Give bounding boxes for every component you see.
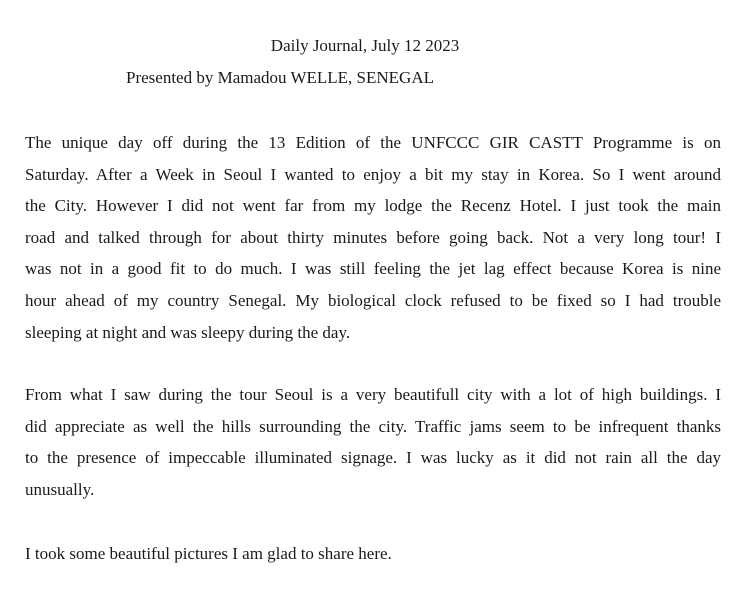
author-byline: Presented by Mamadou WELLE, SENEGAL [126,68,434,87]
text-line: I took some beautiful pictures I am glad to share here. [25,544,392,563]
paragraph-day-off [25,127,721,348]
document-title: Daily Journal, July 12 2023 [270,36,460,55]
text-line: Saturday. After a Week in Seoul I wanted to enjoy a bit my stay in Korea. So I went around [25,164,721,184]
text-line: to the presence of impeccable illuminated signage. I was lucky as it did not rain all the day [25,448,721,468]
text-line: was not in a good fit to do much. I was still feeling the jet lag effect because Korea is nine [25,259,721,279]
paragraph-pictures [25,538,721,570]
text-line: From what I saw during the tour Seoul is a very beautifull city with a lot of high buildings. I [25,385,721,404]
text-line: road and talked through for about thirty minutes before going back. Not a very long tour! I [25,227,721,247]
paragraph-seoul-tour [25,379,721,505]
text-line: hour ahead of my country Senegal. My biological clock refused to be fixed so I had trouble [25,290,721,310]
text-line: the City. However I did not went far from my lodge the Recenz Hotel. I just took the main [25,196,721,216]
text-line: The unique day off during the 13 Edition of the UNFCCC GIR CASTT Programme is on [25,133,721,152]
text-line: sleeping at night and was sleepy during the day. [25,322,351,342]
text-line: unusually. [25,479,95,499]
text-line: did appreciate as well the hills surrounding the city. Traffic jams seem to be infrequent thanks [25,416,721,436]
